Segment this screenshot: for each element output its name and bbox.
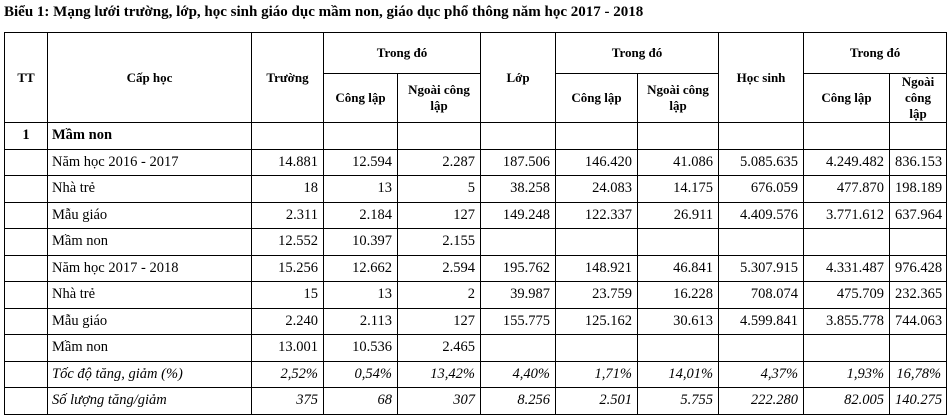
table-cell — [556, 123, 638, 150]
header-hoc-sinh-trong-do: Trong đó — [804, 33, 947, 74]
table-cell: 222.280 — [719, 388, 804, 415]
table-cell: 2 — [398, 282, 481, 309]
table-cell: 232.365 — [890, 282, 947, 309]
table-cell: 14.881 — [252, 149, 324, 176]
header-lop: Lớp — [481, 33, 556, 123]
header-hoc-sinh-cong-lap: Công lập — [804, 74, 890, 123]
table-cell: 187.506 — [481, 149, 556, 176]
section-label: Mầm non — [48, 123, 252, 150]
table-cell: 127 — [398, 202, 481, 229]
table-cell: 15.256 — [252, 255, 324, 282]
header-truong: Trường — [252, 33, 324, 123]
table-cell — [556, 335, 638, 362]
table-cell — [398, 123, 481, 150]
table-cell: 637.964 — [890, 202, 947, 229]
table-cell: 2.240 — [252, 308, 324, 335]
table-cell: 12.552 — [252, 229, 324, 256]
table-cell: 5 — [398, 176, 481, 203]
header-cap-hoc: Cấp học — [48, 33, 252, 123]
row-number-cell — [5, 229, 48, 256]
row-number-cell — [5, 335, 48, 362]
table-cell: 2,52% — [252, 361, 324, 388]
table-row — [5, 202, 947, 229]
table-cell: 2.155 — [398, 229, 481, 256]
row-label: Năm học 2017 - 2018 — [48, 255, 252, 282]
table-cell: 4.599.841 — [719, 308, 804, 335]
header-truong-ngoai-cong-lap: Ngoài công lập — [398, 74, 481, 123]
table-cell: 5.307.915 — [719, 255, 804, 282]
row-number-cell — [5, 176, 48, 203]
table-cell: 2.311 — [252, 202, 324, 229]
table-cell: 198.189 — [890, 176, 947, 203]
table-cell — [324, 123, 398, 150]
table-cell: 15 — [252, 282, 324, 309]
table-cell: 477.870 — [804, 176, 890, 203]
table-cell: 12.594 — [324, 149, 398, 176]
table-cell: 4.249.482 — [804, 149, 890, 176]
table-cell — [890, 123, 947, 150]
table-cell: 5.755 — [638, 388, 719, 415]
table-cell: 125.162 — [556, 308, 638, 335]
table-cell: 82.005 — [804, 388, 890, 415]
table-cell — [481, 335, 556, 362]
row-label: Năm học 2016 - 2017 — [48, 149, 252, 176]
table-cell: 1,71% — [556, 361, 638, 388]
table-row — [5, 255, 947, 282]
table-cell: 475.709 — [804, 282, 890, 309]
table-cell: 3.771.612 — [804, 202, 890, 229]
table-cell: 127 — [398, 308, 481, 335]
table-cell: 13 — [324, 176, 398, 203]
header-lop-trong-do: Trong đó — [556, 33, 719, 74]
table-cell: 16.228 — [638, 282, 719, 309]
table-cell: 155.775 — [481, 308, 556, 335]
table-cell: 2.594 — [398, 255, 481, 282]
table-cell: 38.258 — [481, 176, 556, 203]
row-number-cell — [5, 308, 48, 335]
table-cell — [804, 335, 890, 362]
table-cell: 26.911 — [638, 202, 719, 229]
row-number-cell — [5, 388, 48, 415]
table-cell: 2.465 — [398, 335, 481, 362]
table-cell: 13 — [324, 282, 398, 309]
statistics-table — [4, 32, 947, 415]
table-cell: 3.855.778 — [804, 308, 890, 335]
row-label: Mầm non — [48, 229, 252, 256]
table-cell — [890, 335, 947, 362]
row-label: Tốc độ tăng, giảm (%) — [48, 361, 252, 388]
table-cell — [638, 229, 719, 256]
table-cell — [481, 123, 556, 150]
table-cell: 14.175 — [638, 176, 719, 203]
table-cell: 149.248 — [481, 202, 556, 229]
table-cell: 13,42% — [398, 361, 481, 388]
row-label: Mầm non — [48, 335, 252, 362]
table-row — [5, 335, 947, 362]
row-number-cell — [5, 202, 48, 229]
table-cell — [890, 229, 947, 256]
table-cell: 4,40% — [481, 361, 556, 388]
table-cell: 0,54% — [324, 361, 398, 388]
section-number: 1 — [5, 123, 48, 150]
table-cell: 13.001 — [252, 335, 324, 362]
table-cell: 375 — [252, 388, 324, 415]
table-cell: 39.987 — [481, 282, 556, 309]
table-cell — [481, 229, 556, 256]
table-cell: 5.085.635 — [719, 149, 804, 176]
table-cell: 16,78% — [890, 361, 947, 388]
table-cell: 2.184 — [324, 202, 398, 229]
row-number-cell — [5, 255, 48, 282]
table-cell — [556, 229, 638, 256]
table-row — [5, 308, 947, 335]
table-cell: 307 — [398, 388, 481, 415]
table-cell — [719, 229, 804, 256]
table-cell: 12.662 — [324, 255, 398, 282]
table-cell: 30.613 — [638, 308, 719, 335]
row-number-cell — [5, 282, 48, 309]
table-cell: 18 — [252, 176, 324, 203]
table-cell: 4.331.487 — [804, 255, 890, 282]
table-cell: 2.501 — [556, 388, 638, 415]
table-cell: 10.397 — [324, 229, 398, 256]
table-cell: 41.086 — [638, 149, 719, 176]
table-row — [5, 282, 947, 309]
header-tt: TT — [5, 33, 48, 123]
table-cell: 140.275 — [890, 388, 947, 415]
header-truong-trong-do: Trong đó — [324, 33, 481, 74]
table-cell — [804, 123, 890, 150]
table-cell: 10.536 — [324, 335, 398, 362]
table-cell: 46.841 — [638, 255, 719, 282]
table-row — [5, 361, 947, 388]
table-cell: 744.063 — [890, 308, 947, 335]
table-row — [5, 149, 947, 176]
table-cell: 122.337 — [556, 202, 638, 229]
table-cell: 836.153 — [890, 149, 947, 176]
header-truong-cong-lap: Công lập — [324, 74, 398, 123]
table-row — [5, 176, 947, 203]
table-cell: 4,37% — [719, 361, 804, 388]
table-cell: 676.059 — [719, 176, 804, 203]
table-row — [5, 388, 947, 415]
table-cell: 14,01% — [638, 361, 719, 388]
row-number-cell — [5, 361, 48, 388]
table-cell: 24.083 — [556, 176, 638, 203]
table-cell: 4.409.576 — [719, 202, 804, 229]
table-cell: 195.762 — [481, 255, 556, 282]
table-cell — [252, 123, 324, 150]
header-lop-ngoai-cong-lap: Ngoài công lập — [638, 74, 719, 123]
table-cell: 8.256 — [481, 388, 556, 415]
table-cell: 146.420 — [556, 149, 638, 176]
table-cell — [638, 335, 719, 362]
row-label: Nhà trẻ — [48, 282, 252, 309]
header-hoc-sinh: Học sinh — [719, 33, 804, 123]
table-cell — [719, 123, 804, 150]
table-cell: 1,93% — [804, 361, 890, 388]
header-lop-cong-lap: Công lập — [556, 74, 638, 123]
table-cell: 148.921 — [556, 255, 638, 282]
table-cell — [719, 335, 804, 362]
table-cell: 2.287 — [398, 149, 481, 176]
table-cell — [804, 229, 890, 256]
row-label: Số lượng tăng/giảm — [48, 388, 252, 415]
row-label: Mẫu giáo — [48, 202, 252, 229]
table-body — [5, 123, 947, 415]
table-cell: 68 — [324, 388, 398, 415]
row-label: Nhà trẻ — [48, 176, 252, 203]
row-number-cell — [5, 149, 48, 176]
table-row — [5, 229, 947, 256]
table-cell — [638, 123, 719, 150]
table-title: Biểu 1: Mạng lưới trường, lớp, học sinh giáo dục mầm non, giáo dục phổ thông năm học 2017 - 2018 — [4, 4, 644, 20]
header-hoc-sinh-ngoai-cong-lap: Ngoài công lập — [890, 74, 947, 123]
table-cell: 2.113 — [324, 308, 398, 335]
table-cell: 23.759 — [556, 282, 638, 309]
row-label: Mẫu giáo — [48, 308, 252, 335]
table-row-section — [5, 123, 947, 150]
table-cell: 976.428 — [890, 255, 947, 282]
table-cell: 708.074 — [719, 282, 804, 309]
